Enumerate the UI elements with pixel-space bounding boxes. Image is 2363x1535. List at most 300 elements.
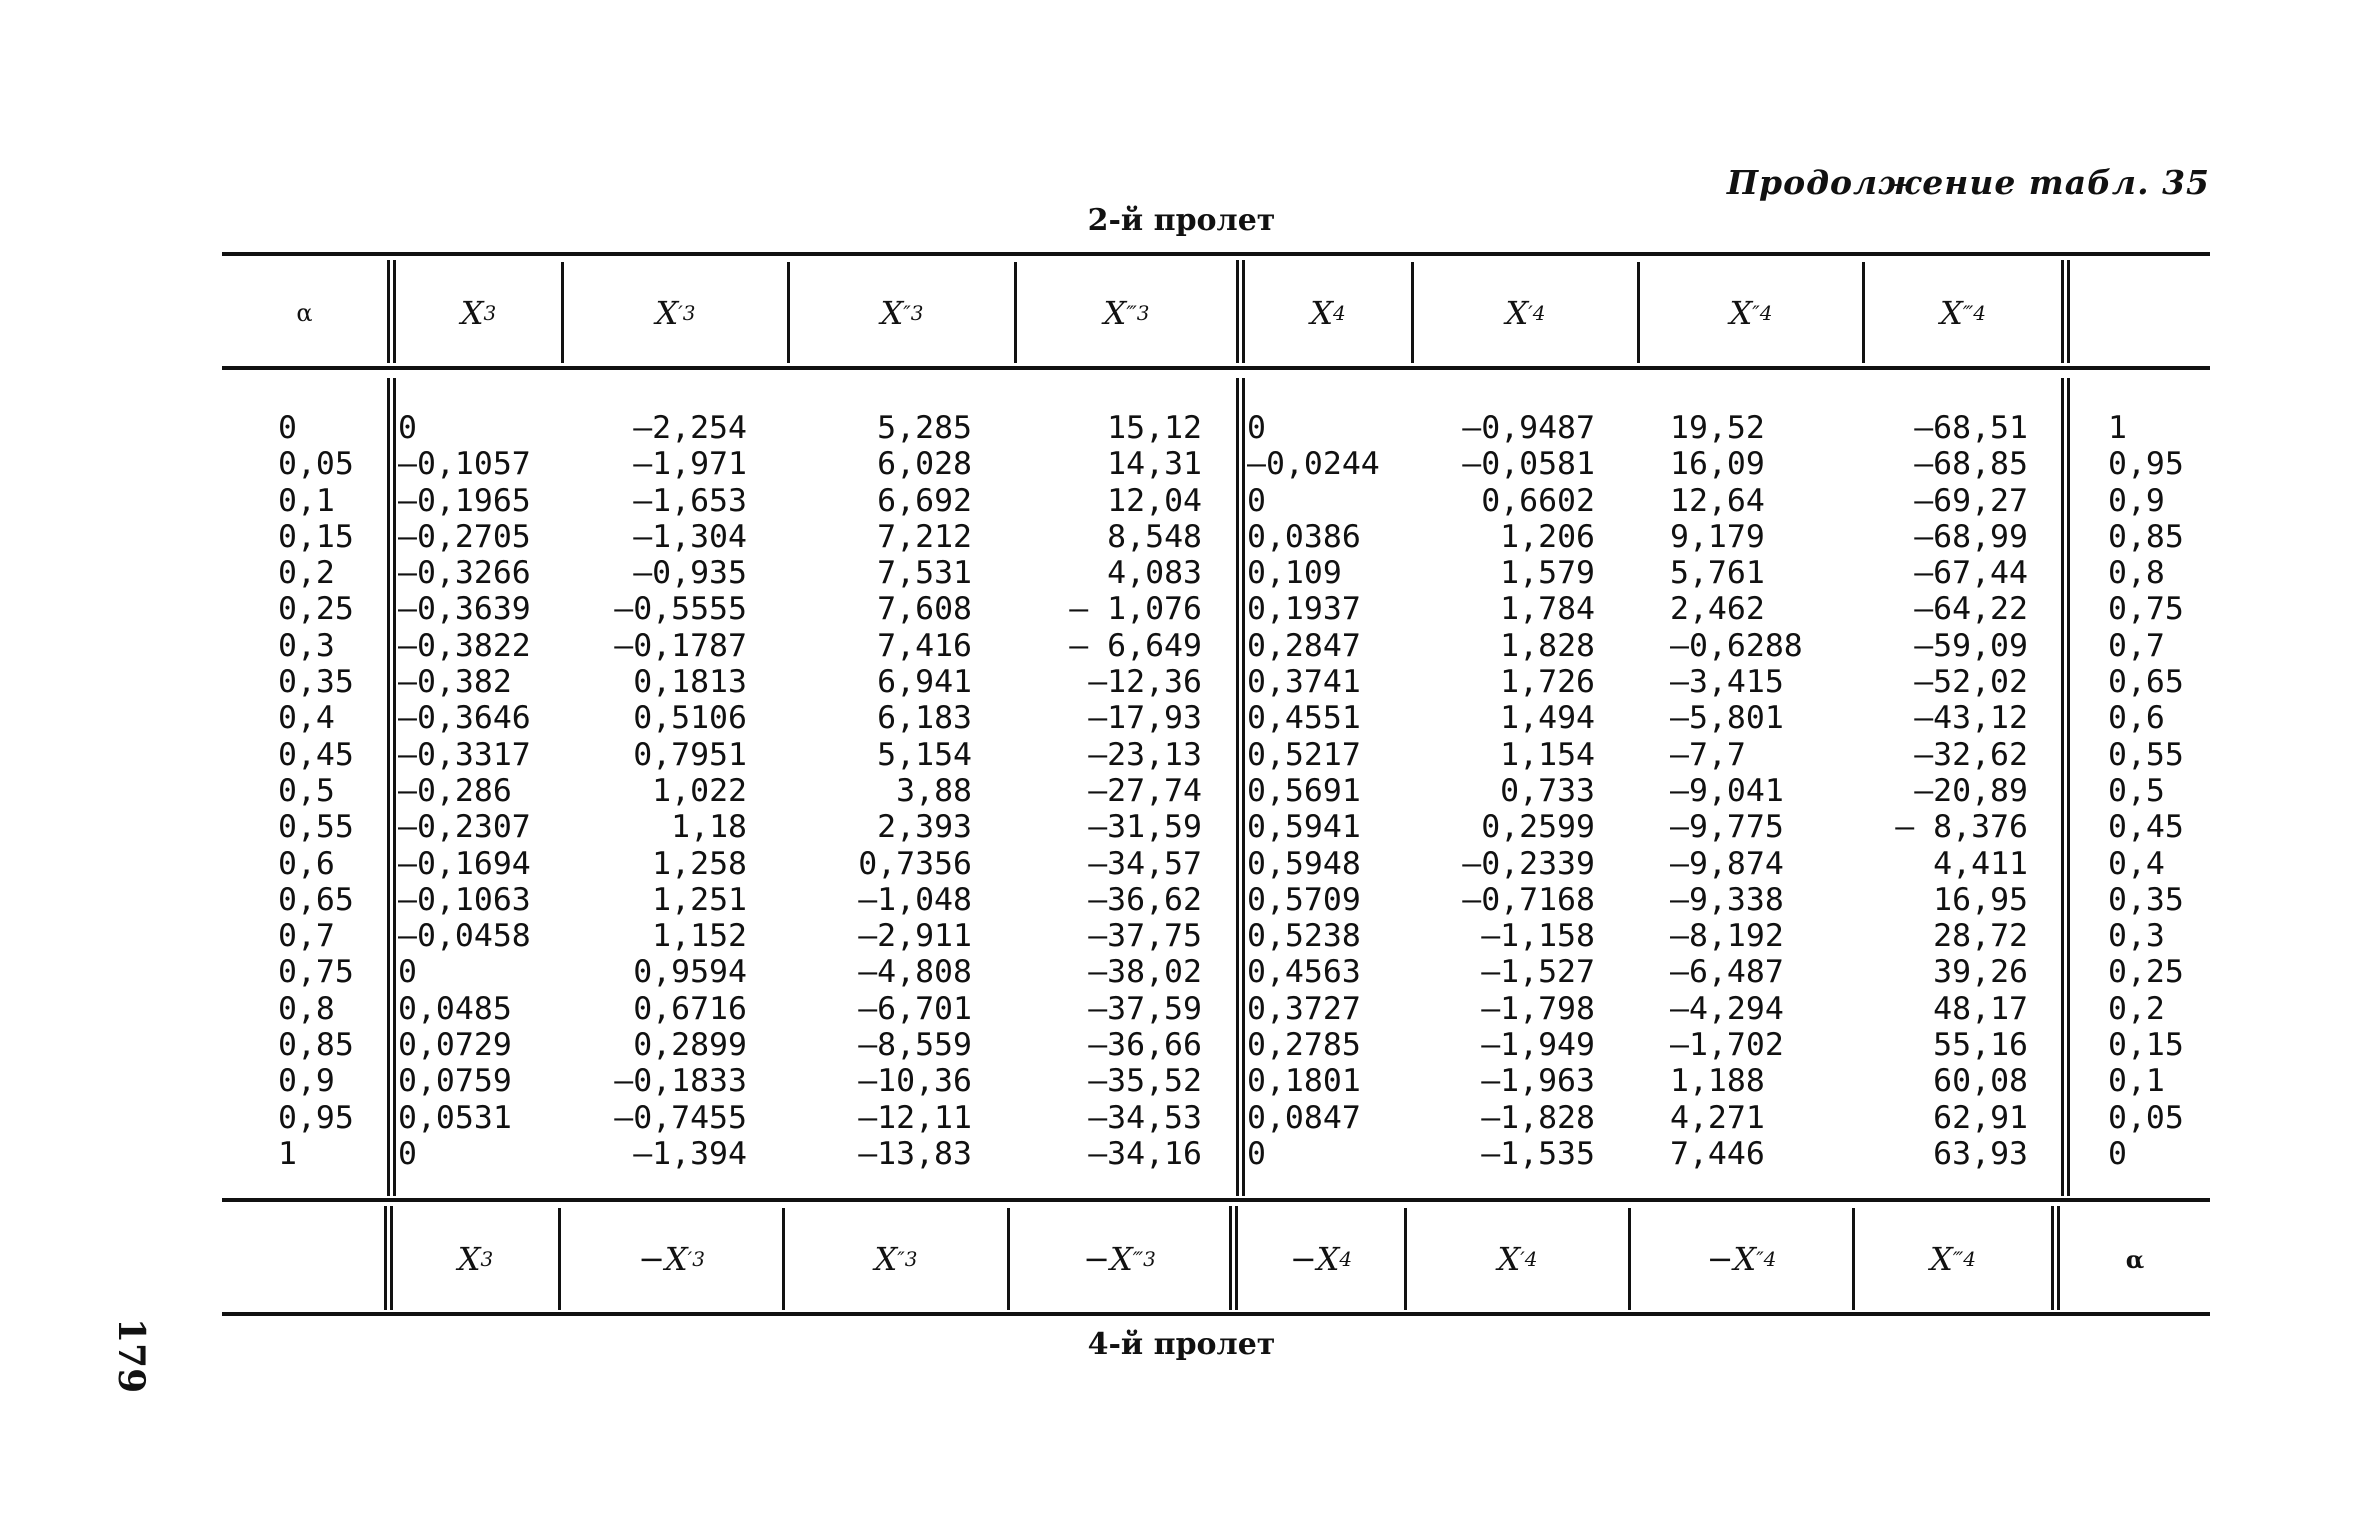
hdr-sub: 4 — [1759, 300, 1773, 325]
table-cell: —0,382 — [398, 664, 512, 701]
hdr-base: X — [1103, 293, 1127, 332]
vrule — [1229, 1206, 1238, 1310]
table-cell: 0,45 — [2108, 809, 2184, 846]
table-cell: 0,5 — [278, 772, 335, 809]
hdr-sup: ′ — [678, 300, 683, 325]
table-cell: 0,7 — [278, 918, 335, 955]
table-cell: 15,12 — [1107, 410, 1202, 446]
table-cell: 14,31 — [1107, 446, 1202, 483]
table-cell: 0,9 — [2108, 482, 2165, 519]
col-x4 — [1247, 410, 1407, 1172]
ftr-base: X — [1930, 1240, 1953, 1278]
table-cell: —35,52 — [1088, 1063, 1202, 1100]
ftr-sub: 3 — [692, 1247, 705, 1271]
table-cell: 60,08 — [1933, 1063, 2028, 1100]
table-cell: — 1,076 — [1069, 591, 1202, 628]
table-cell: —68,99 — [1914, 518, 2028, 555]
table-cell: 0,4551 — [1247, 700, 1361, 737]
table-cell: —0,6288 — [1670, 627, 1803, 664]
table-cell: 0,7 — [2108, 627, 2165, 664]
table-cell: 0,4 — [278, 700, 335, 737]
table-cell: —34,57 — [1088, 845, 1202, 882]
table-cell: 6,183 — [877, 700, 972, 737]
hdr-sup: ″ — [1752, 300, 1760, 325]
table-cell: —0,0581 — [1462, 446, 1595, 483]
table-cell: 12,04 — [1107, 482, 1202, 519]
footer-x3 — [393, 1208, 558, 1310]
table-cell: —0,7455 — [614, 1099, 747, 1136]
hdr-base: X — [655, 293, 679, 332]
table-cell: 1,022 — [652, 772, 747, 809]
table-cell: 0,65 — [2108, 664, 2184, 701]
ftr-base: X — [664, 1240, 688, 1278]
table-cell: 0,0485 — [398, 990, 512, 1027]
table-cell: 0,4563 — [1247, 954, 1361, 991]
table-cell: 12,64 — [1670, 482, 1765, 519]
col-alpha-reverse — [2108, 410, 2208, 1172]
table-cell: 0,4 — [2108, 845, 2165, 882]
hdr-sup: ‴ — [1962, 300, 1974, 325]
table-cell: —0,3266 — [398, 555, 531, 592]
table-cell: 0,95 — [278, 1099, 354, 1136]
table-cell: 1 — [2108, 410, 2127, 446]
table-cell: 48,17 — [1933, 990, 2028, 1027]
table-bottom-rule — [222, 1312, 2210, 1316]
table-cell: 0,3 — [278, 627, 335, 664]
col-x4-prime — [1414, 410, 1595, 1172]
table-cell: —0,3317 — [398, 736, 531, 773]
vrule — [2061, 260, 2070, 363]
table-cell: 9,179 — [1670, 518, 1765, 555]
table-cell: 0,95 — [2108, 446, 2184, 483]
body-bottom-rule — [222, 1198, 2210, 1202]
hdr-base: X — [880, 293, 904, 332]
table-cell: —0,7168 — [1462, 881, 1595, 918]
ftr-sup: ′ — [1520, 1247, 1525, 1271]
table-cell: —8,559 — [858, 1027, 972, 1064]
table-cell: 1 — [278, 1135, 297, 1172]
table-cell: 55,16 — [1933, 1027, 2028, 1064]
table-cell: 0,1 — [2108, 1063, 2165, 1100]
table-cell: —1,971 — [633, 446, 747, 483]
table-cell: 7,416 — [877, 627, 972, 664]
hdr-sup: ′ — [1528, 300, 1533, 325]
ftr-sub: 3 — [1143, 1247, 1156, 1271]
table-cell: 0,5691 — [1247, 772, 1361, 809]
col-x3-second — [790, 410, 972, 1172]
table-cell: —67,44 — [1914, 555, 2028, 592]
table-cell: —37,75 — [1088, 918, 1202, 955]
table-cell: —17,93 — [1088, 700, 1202, 737]
hdr-sub: 4 — [1532, 300, 1546, 325]
table-cell: 0,6 — [278, 845, 335, 882]
table-cell: 7,531 — [877, 555, 972, 592]
table-cell: 3,88 — [896, 772, 972, 809]
table-cell: 1,494 — [1500, 700, 1595, 737]
ftr-sub: 3 — [904, 1247, 918, 1271]
table-cell: 0,6 — [2108, 700, 2165, 737]
table-cell: 0,55 — [278, 809, 354, 846]
ftr-base: X — [1316, 1240, 1340, 1278]
table-cell: 0,2785 — [1247, 1027, 1361, 1064]
header-alpha: α — [296, 298, 313, 327]
table-cell: 19,52 — [1670, 410, 1765, 446]
col-alpha — [278, 410, 378, 1172]
table-cell: —4,294 — [1670, 990, 1784, 1027]
table-cell: —52,02 — [1914, 664, 2028, 701]
ftr-sub: 4 — [1524, 1247, 1538, 1271]
table-cell: — 8,376 — [1895, 809, 2028, 846]
ftr-sup: ″ — [1756, 1247, 1764, 1271]
table-cell: —1,653 — [633, 482, 747, 519]
table-cell: 0,75 — [2108, 591, 2184, 628]
ftr-sub: 4 — [1763, 1247, 1777, 1271]
table-cell: 39,26 — [1933, 954, 2028, 991]
table-cell: —0,2339 — [1462, 845, 1595, 882]
vrule — [1236, 378, 1245, 1196]
table-cell: —0,3822 — [398, 627, 531, 664]
table-cell: —8,192 — [1670, 918, 1784, 955]
table-cell: 4,271 — [1670, 1099, 1765, 1136]
table-cell: —9,041 — [1670, 772, 1784, 809]
table-cell: —10,36 — [858, 1063, 972, 1100]
table-cell: 0 — [398, 1135, 417, 1172]
table-cell: 7,212 — [877, 518, 972, 555]
table-cell: 0,109 — [1247, 555, 1342, 592]
ftr-sup: ′ — [687, 1247, 693, 1271]
table-cell: —0,1694 — [398, 845, 531, 882]
bottom-span-title: 4-й пролет — [1087, 1327, 1276, 1362]
table-cell: —1,702 — [1670, 1027, 1784, 1064]
table-cell: 1,579 — [1500, 555, 1595, 592]
hdr-sub: 3 — [483, 300, 497, 325]
ftr-sup: ‴ — [1952, 1247, 1964, 1271]
table-cell: —0,1063 — [398, 881, 531, 918]
table-cell: 16,09 — [1670, 446, 1765, 483]
table-cell: —1,535 — [1481, 1135, 1595, 1172]
table-cell: 0 — [1247, 1135, 1266, 1172]
table-cell: —0,2705 — [398, 518, 531, 555]
hdr-base: X — [1505, 293, 1529, 332]
table-cell: 5,761 — [1670, 555, 1765, 592]
table-cell: 0,35 — [2108, 881, 2184, 918]
table-cell: —9,775 — [1670, 809, 1784, 846]
vrule — [1236, 260, 1245, 363]
ftr-base: X — [874, 1240, 898, 1278]
table-cell: 0,8 — [2108, 555, 2165, 592]
table-cell: 1,726 — [1500, 664, 1595, 701]
table-cell: —20,89 — [1914, 772, 2028, 809]
vrule — [384, 1206, 393, 1310]
table-cell: —68,51 — [1914, 410, 2028, 446]
hdr-sub: 4 — [1333, 300, 1346, 325]
hdr-sup: ″ — [903, 300, 911, 325]
table-cell: 6,941 — [877, 664, 972, 701]
table-cell: —32,62 — [1914, 736, 2028, 773]
table-cell: 16,95 — [1933, 881, 2028, 918]
table-cell: 0,5 — [2108, 772, 2165, 809]
table-cell: 0,15 — [278, 518, 354, 555]
table-cell: 1,18 — [671, 809, 747, 846]
ftr-sub: 4 — [1339, 1247, 1353, 1271]
col-x4-second — [1670, 410, 1860, 1172]
vrule — [387, 260, 396, 363]
table-cell: 0,2 — [278, 555, 335, 592]
table-cell: —4,808 — [858, 954, 972, 991]
table-cell: 1,206 — [1500, 518, 1595, 555]
footer-alpha: α — [2125, 1244, 2145, 1274]
table-cell: —1,304 — [633, 518, 747, 555]
table-cell: 0,0531 — [398, 1099, 512, 1136]
table-cell: 0,0759 — [398, 1063, 512, 1100]
table-cell: 5,285 — [877, 410, 972, 446]
table-cell: 0 — [278, 410, 297, 446]
table-cell: —38,02 — [1088, 954, 1202, 991]
table-cell: —31,59 — [1088, 809, 1202, 846]
hdr-base: X — [1940, 293, 1963, 332]
ftr-prefix: − — [638, 1240, 665, 1278]
table-cell: 1,258 — [652, 845, 747, 882]
table-cell: —0,935 — [633, 555, 747, 592]
table-cell: 0 — [1247, 410, 1266, 446]
table-cell: 0,733 — [1500, 772, 1595, 809]
hdr-sup: ‴ — [1126, 300, 1137, 325]
table-cell: 0,1813 — [633, 664, 747, 701]
ftr-base: X — [1109, 1240, 1133, 1278]
table-cell: —6,487 — [1670, 954, 1784, 991]
header-x4-prime — [1414, 262, 1637, 363]
table-cell: 0,2899 — [633, 1027, 747, 1064]
table-cell: —3,415 — [1670, 664, 1784, 701]
table-cell: 0,85 — [278, 1027, 354, 1064]
table-cell: 7,446 — [1670, 1135, 1765, 1172]
table-cell: 0,7356 — [858, 845, 972, 882]
table-cell: — 6,649 — [1069, 627, 1202, 664]
table-cell: 0,6716 — [633, 990, 747, 1027]
table-cell: —64,22 — [1914, 591, 2028, 628]
table-cell: 1,251 — [652, 881, 747, 918]
table-cell: 0,3727 — [1247, 990, 1361, 1027]
table-cell: 0,15 — [2108, 1027, 2184, 1064]
table-cell: —0,1057 — [398, 446, 531, 483]
footer-neg-x4 — [1238, 1208, 1404, 1310]
hdr-sub: 4 — [1973, 300, 1986, 325]
table-cell: —0,1833 — [614, 1063, 747, 1100]
table-cell: 4,083 — [1107, 555, 1202, 592]
table-cell: 8,548 — [1107, 518, 1202, 555]
header-x3-prime — [564, 262, 787, 363]
table-cell: —59,09 — [1914, 627, 2028, 664]
table-cell: —36,62 — [1088, 881, 1202, 918]
ftr-prefix: − — [1289, 1240, 1317, 1278]
table-cell: 0,6602 — [1481, 482, 1595, 519]
table-cell: 0,9 — [278, 1063, 335, 1100]
top-span-title: 2-й пролет — [1087, 203, 1276, 238]
table-cell: 0,2599 — [1481, 809, 1595, 846]
table-cell: —34,53 — [1088, 1099, 1202, 1136]
table-cell: —9,338 — [1670, 881, 1784, 918]
table-cell: —0,1787 — [614, 627, 747, 664]
table-top-rule — [222, 252, 2210, 256]
table-cell: 6,028 — [877, 446, 972, 483]
table-cell: —13,83 — [858, 1135, 972, 1172]
table-cell: —1,527 — [1481, 954, 1595, 991]
footer-x3-second — [785, 1208, 1007, 1310]
table-cell: 1,154 — [1500, 736, 1595, 773]
table-cell: —5,801 — [1670, 700, 1784, 737]
header-x4-second — [1640, 262, 1862, 363]
footer-x4-prime — [1407, 1208, 1628, 1310]
table-cell: 0,2847 — [1247, 627, 1361, 664]
table-cell: 6,692 — [877, 482, 972, 519]
table-cell: 0,9594 — [633, 954, 747, 991]
table-cell: 0,5217 — [1247, 736, 1361, 773]
table-cell: 0 — [1247, 482, 1266, 519]
table-cell: 0,8 — [278, 990, 335, 1027]
footer-neg-x4-second — [1631, 1208, 1852, 1310]
col-x4-third — [1865, 410, 2028, 1172]
vrule — [387, 378, 396, 1196]
table-cell: 0,0847 — [1247, 1099, 1361, 1136]
table-cell: 0,5106 — [633, 700, 747, 737]
table-cell: 0,5948 — [1247, 845, 1361, 882]
table-cell: —34,16 — [1088, 1135, 1202, 1172]
table-cell: 0 — [398, 410, 417, 446]
page-number: 179 — [110, 1318, 152, 1394]
header-x3 — [396, 262, 561, 363]
table-cell: 5,154 — [877, 736, 972, 773]
header-x4 — [1245, 262, 1411, 363]
table-cell: —1,158 — [1481, 918, 1595, 955]
table-cell: 62,91 — [1933, 1099, 2028, 1136]
table-cell: 0,35 — [278, 664, 354, 701]
table-cell: 0,1 — [278, 482, 335, 519]
table-cell: 63,93 — [1933, 1135, 2028, 1172]
table-cell: 1,828 — [1500, 627, 1595, 664]
table-cell: 0,85 — [2108, 518, 2184, 555]
table-cell: 1,188 — [1670, 1063, 1765, 1100]
table-cell: 0,0729 — [398, 1027, 512, 1064]
table-cell: 0,65 — [278, 881, 354, 918]
table-cell: —69,27 — [1914, 482, 2028, 519]
table-cell: 0,3 — [2108, 918, 2165, 955]
table-cell: 1,784 — [1500, 591, 1595, 628]
table-cell: 0,3741 — [1247, 664, 1361, 701]
ftr-prefix: − — [1083, 1240, 1110, 1278]
table-cell: —0,0244 — [1247, 446, 1380, 483]
table-cell: 0,0386 — [1247, 518, 1361, 555]
table-cell: —43,12 — [1914, 700, 2028, 737]
table-cell: 0 — [398, 954, 417, 991]
table-cell: —0,1965 — [398, 482, 531, 519]
table-cell: 0,5238 — [1247, 918, 1361, 955]
table-cell: —2,911 — [858, 918, 972, 955]
footer-neg-x3-prime — [561, 1208, 782, 1310]
ftr-sup: ‴ — [1132, 1247, 1144, 1271]
table-cell: 28,72 — [1933, 918, 2028, 955]
table-cell: —36,66 — [1088, 1027, 1202, 1064]
table-cell: 0,55 — [2108, 736, 2184, 773]
header-x4-third — [1865, 262, 2061, 363]
vrule — [2061, 378, 2070, 1196]
col-x3 — [398, 410, 548, 1172]
table-cell: —6,701 — [858, 990, 972, 1027]
table-cell: —1,048 — [858, 881, 972, 918]
header-x3-second — [790, 262, 1014, 363]
table-cell: —12,11 — [858, 1099, 972, 1136]
table-caption: Продолжение табл. 35 — [1726, 163, 2210, 202]
table-cell: —1,394 — [633, 1135, 747, 1172]
hdr-sub: 3 — [1136, 300, 1150, 325]
header-x3-third — [1017, 262, 1236, 363]
ftr-base: X — [1733, 1240, 1757, 1278]
table-cell: —68,85 — [1914, 446, 2028, 483]
col-x3-prime — [560, 410, 747, 1172]
table-cell: 4,411 — [1933, 845, 2028, 882]
col-x3-third — [1017, 410, 1202, 1172]
table-cell: —12,36 — [1088, 664, 1202, 701]
table-cell: —27,74 — [1088, 772, 1202, 809]
table-cell: —0,2307 — [398, 809, 531, 846]
table-cell: —7,7 — [1670, 736, 1746, 773]
hdr-base: X — [1729, 293, 1753, 332]
table-cell: —0,9487 — [1462, 410, 1595, 446]
table-cell: —0,0458 — [398, 918, 531, 955]
vrule — [2051, 1206, 2060, 1310]
table-cell: 0,5941 — [1247, 809, 1361, 846]
table-cell: 2,462 — [1670, 591, 1765, 628]
table-cell: 0 — [2108, 1135, 2127, 1172]
table-cell: —0,3639 — [398, 591, 531, 628]
ftr-base: X — [1497, 1240, 1521, 1278]
table-cell: —1,963 — [1481, 1063, 1595, 1100]
table-cell: —0,5555 — [614, 591, 747, 628]
ftr-prefix: − — [1706, 1240, 1734, 1278]
hdr-base: X — [460, 293, 484, 332]
table-cell: 0,1801 — [1247, 1063, 1361, 1100]
footer-x4-third — [1855, 1208, 2051, 1310]
table-cell: 0,2 — [2108, 990, 2165, 1027]
table-cell: 0,05 — [278, 446, 354, 483]
table-cell: —1,828 — [1481, 1099, 1595, 1136]
hdr-sub: 3 — [682, 300, 696, 325]
table-cell: —0,3646 — [398, 700, 531, 737]
header-bottom-rule — [222, 366, 2210, 370]
footer-neg-x3-third — [1010, 1208, 1229, 1310]
table-cell: 0,1937 — [1247, 591, 1361, 628]
ftr-sub: 3 — [480, 1247, 494, 1271]
table-cell: —1,798 — [1481, 990, 1595, 1027]
table-cell: —23,13 — [1088, 736, 1202, 773]
table-cell: 0,25 — [2108, 954, 2184, 991]
table-cell: 0,45 — [278, 736, 354, 773]
table-cell: 0,7951 — [633, 736, 747, 773]
hdr-base: X — [1310, 293, 1334, 332]
hdr-sub: 3 — [910, 300, 924, 325]
table-cell: 0,5709 — [1247, 881, 1361, 918]
table-cell: 0,25 — [278, 591, 354, 628]
table-cell: 0,05 — [2108, 1099, 2184, 1136]
table-cell: 1,152 — [652, 918, 747, 955]
ftr-sup: ″ — [897, 1247, 905, 1271]
ftr-base: X — [457, 1240, 481, 1278]
table-cell: —0,286 — [398, 772, 512, 809]
table-cell: —37,59 — [1088, 990, 1202, 1027]
table-cell: —2,254 — [633, 410, 747, 446]
table-cell: 7,608 — [877, 591, 972, 628]
table-cell: 0,75 — [278, 954, 354, 991]
table-cell: —1,949 — [1481, 1027, 1595, 1064]
